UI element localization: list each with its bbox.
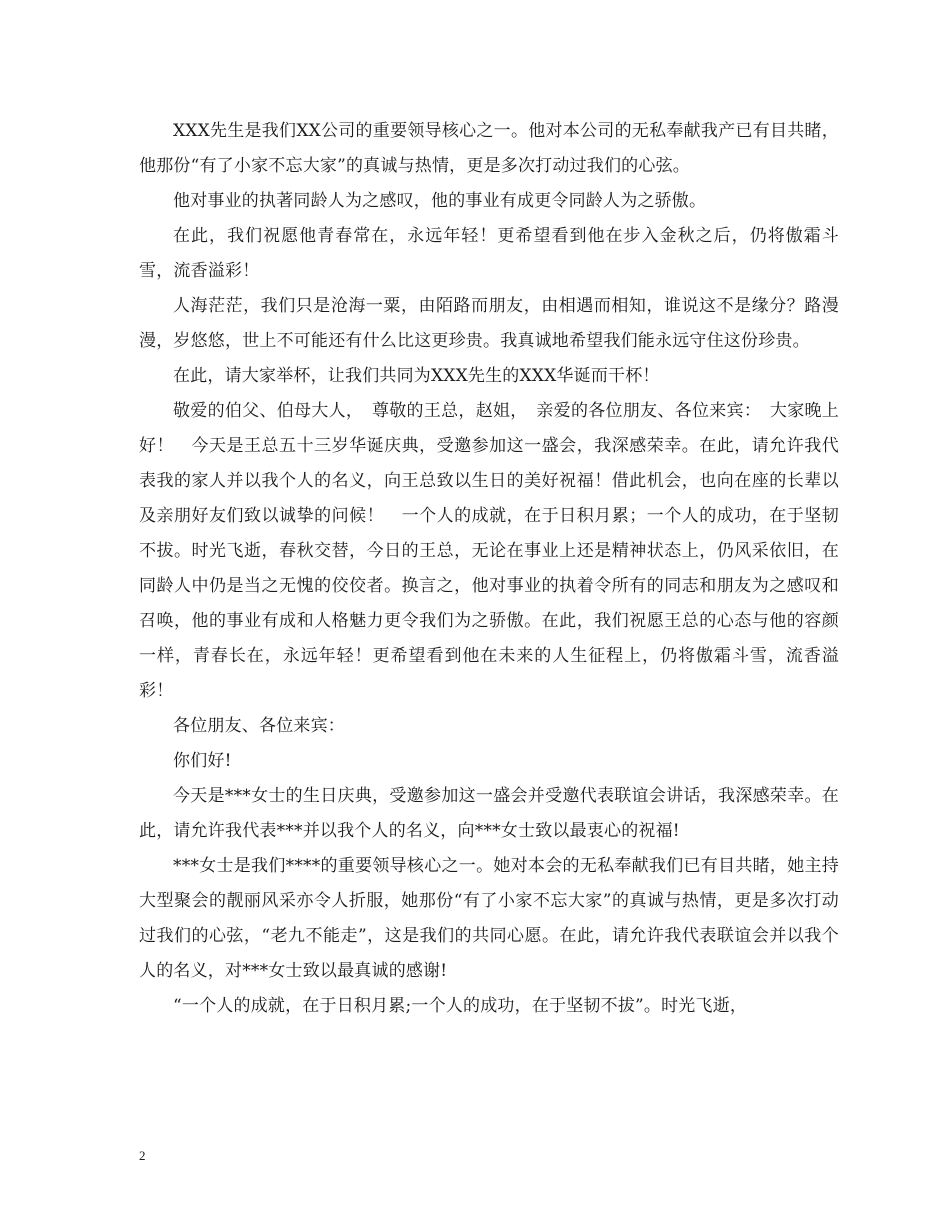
paragraph-6: 敬爱的伯父、伯母大人， 尊敬的王总，赵姐， 亲爱的各位朋友、各位来宾： 大家晚上好！ 今天是王总五十三岁华诞庆典，受邀参加这一盛会，我深感荣幸。在此，请允许我代表我的家人并以我个人的名义，向王总致以生日的美好祝福！借此机会，也向在座的长辈以及亲朋好友们致以诚挚的问候！ 一个人的成就，在于日积月累；一个人的成功，在于坚韧不拔。时光飞逝，春秋交替，今日的王总，无论在事业上还是精神状态上，仍风采依旧，在同龄人中仍是当之无愧的佼佼者。换言之，他对事业的执着令所有的同志和朋友为之感叹和召唤，他的事业有成和人格魅力更令我们为之骄傲。在此，我们祝愿王总的心态与他的容颜一样，青春长在，永远年轻！更希望看到他在未来的人生征程上，仍将傲霜斗雪，流香溢彩！ [139, 401, 839, 701]
paragraph-9: 今天是***女士的生日庆典，受邀参加这一盛会并受邀代表联谊会讲话，我深感荣幸。在此，请允许我代表***并以我个人的名义，向***女士致以最衷心的祝福! [139, 786, 839, 841]
paragraph-2: 他对事业的执著同龄人为之感叹，他的事业有成更令同龄人为之骄傲。 [173, 191, 707, 211]
paragraph-1: XXX先生是我们XX公司的重要领导核心之一。他对本公司的无私奉献我产已有目共睹，他那份“有了小家不忘大家”的真诚与热情，更是多次打动过我们的心弦。 [139, 121, 839, 176]
paragraph-10: ***女士是我们****的重要领导核心之一。她对本会的无私奉献我们已有目共睹，她主持大型聚会的靓丽风采亦令人折服，她那份“有了小家不忘大家”的真诚与热情，更是多次打动过我们的心弦，“老九不能走”，这是我们的共同心愿。在此，请允许我代表联谊会并以我个人的名义，对***女士致以最真诚的感谢! [139, 856, 839, 981]
paragraph-5: 在此，请大家举杯，让我们共同为XXX先生的XXX华诞而干杯！ [173, 366, 660, 386]
document-body [139, 114, 839, 1024]
page-number: 2 [139, 1148, 146, 1163]
paragraph-11: “一个人的成就，在于日积月累;一个人的成功，在于坚韧不拔”。时光飞逝， [173, 996, 748, 1016]
paragraph-8: 你们好! [173, 751, 232, 771]
paragraph-4: 人海茫茫，我们只是沧海一粟，由陌路而朋友，由相遇而相知，谁说这不是缘分？路漫漫，岁悠悠，世上不可能还有什么比这更珍贵。我真诚地希望我们能永远守住这份珍贵。 [139, 296, 839, 351]
paragraph-7: 各位朋友、各位来宾： [173, 716, 345, 736]
paragraph-3: 在此，我们祝愿他青春常在，永远年轻！更希望看到他在步入金秋之后，仍将傲霜斗雪，流香溢彩！ [139, 226, 839, 281]
